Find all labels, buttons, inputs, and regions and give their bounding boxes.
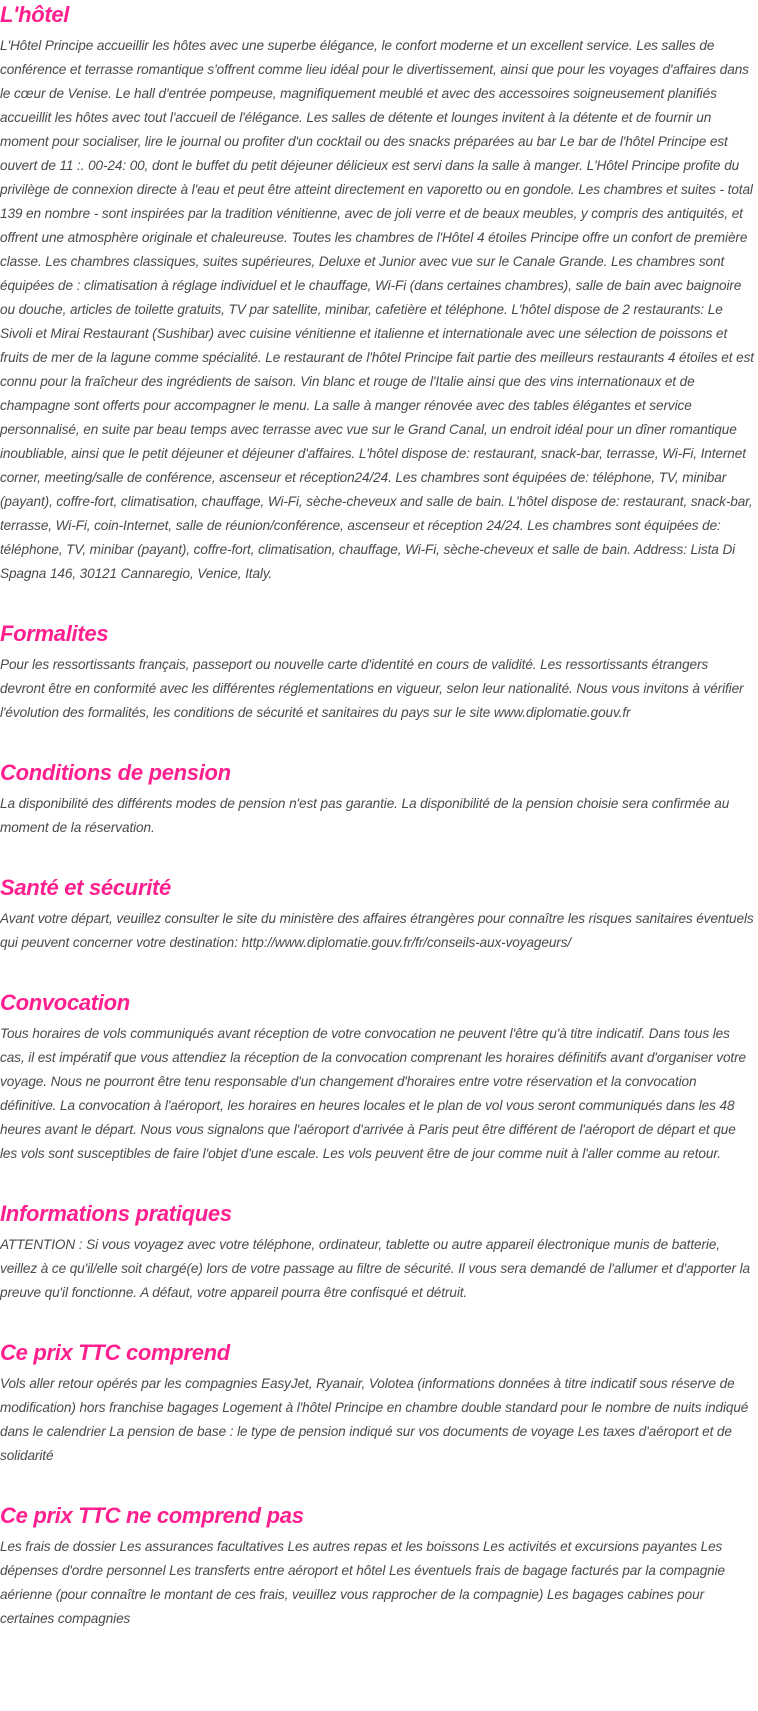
section-title-prix-comprend: Ce prix TTC comprend bbox=[0, 1340, 230, 1365]
section-prix-comprend bbox=[0, 1339, 758, 1468]
section-informations-pratiques bbox=[0, 1200, 758, 1305]
section-title-hotel: L'hôtel bbox=[0, 2, 70, 27]
section-body-convocation: Tous horaires de vols communiqués avant réception de votre convocation ne peuvent l'être qu'à titre indicatif. Dans tous les cas, il est impératif que vous attendiez la réception de la convocation comprenant les horaires définitifs avant d'organiser votre voyage. Nous ne pourront être tenu responsable d'un changement d'horaires entre votre réservation et la convocation définitive. La convocation à l'aéroport, les horaires en heures locales et le plan de vol vous seront communiqués dans les 48 heures avant le départ. Nous vous signalons que l'aéroport d'arrivée à Paris peut être différent de l'aéroport de départ et que les vols sont susceptibles de faire l'objet d'une escale. Les vols peuvent être de jour comme nuit à l'aller comme au retour. bbox=[0, 1026, 746, 1161]
section-title-sante-securite: Santé et sécurité bbox=[0, 875, 171, 900]
section-body-hotel: L'Hôtel Principe accueillir les hôtes avec une superbe élégance, le confort moderne et un excellent service. Les salles de conférence et terrasse romantique s'offrent comme lieu idéal pour le divertissement, ainsi que pour les voyages d'affaires dans le cœur de Venise. Le hall d'entrée pompeuse, magnifiquement meublé et avec des accessoires soigneusement planifiés accueillit les hôtes avec tout l'accueil de l'élégance. Les salles de détente et lounges invitent à la détente et de fournir un moment pour socialiser, lire le journal ou profiter d'un cocktail ou des snacks préparées au bar Le bar de l'hôtel Principe est ouvert de 11 :. 00-24: 00, dont le buffet du petit déjeuner délicieux est servi dans la salle à manger. L'Hôtel Principe profite du privilège de connexion directe à l'eau et peut être atteint directement en vaporetto ou en gondole. Les chambres et suites - total 139 en nombre - sont inspirées par la tradition vénitienne, avec de joli verre et de beaux meubles, y compris des antiquités, et offrent une atmosphère originale et chaleureuse. Toutes les chambres de l'Hôtel 4 étoiles Principe offre un confort de première classe. Les chambres classiques, suites supérieures, Deluxe et Junior avec vue sur le Canale Grande. Les chambres sont équipées de : climatisation à réglage individuel et le chauffage, Wi-Fi (dans certaines chambres), salle de bain avec baignoire ou douche, articles de toilette gratuits, TV par satellite, minibar, cafetière et téléphone. L'hôtel dispose de 2 restaurants: Le Sivoli et Mirai Restaurant (Sushibar) avec cuisine vénitienne et italienne et internationale avec une sélection de poissons et fruits de mer de la lagune comme spécialité. Le restaurant de l'hôtel Principe fait partie des meilleurs restaurants 4 étoiles et est connu pour la fraîcheur des ingrédients de saison. Vin blanc et rouge de l'Italie ainsi que des vins internationaux et de champagne sont offerts pour accompagner le menu. La salle à manger rénovée avec des tables élégantes et service personnalisé, en suite par beau temps avec terrasse avec vue sur le Grand Canal, un endroit idéal pour un dîner romantique inoubliable, ainsi que le petit déjeuner et déjeuner d'affaires. L'hôtel dispose de: restaurant, snack-bar, terrasse, Wi-Fi, Internet corner, meeting/salle de conférence, ascenseur et réception24/24. Les chambres sont équipées de: téléphone, TV, minibar (payant), coffre-fort, climatisation, chauffage, Wi-Fi, sèche-cheveux and salle de bain. L'hôtel dispose de: restaurant, snack-bar, terrasse, Wi-Fi, coin-Internet, salle de réunion/conférence, ascenseur et réception 24/24. Les chambres sont équipées de: téléphone, TV, minibar (payant), coffre-fort, climatisation, chauffage, Wi-Fi, sèche-cheveux et salle de bain. Address: Lista Di Spagna 146, 30121 Cannaregio, Venice, Italy. bbox=[0, 38, 754, 581]
section-body-prix-comprend: Vols aller retour opérés par les compagnies EasyJet, Ryanair, Volotea (informations données à titre indicatif sous réserve de modification) hors franchise bagages Logement à l'hôtel Principe en chambre double standard pour le nombre de nuits indiqué dans le calendrier La pension de base : le type de pension indiqué sur vos documents de voyage Les taxes d'aéroport et de solidarité bbox=[0, 1376, 749, 1463]
section-title-convocation: Convocation bbox=[0, 990, 130, 1015]
section-body-conditions-pension: La disponibilité des différents modes de pension n'est pas garantie. La disponibilité de la pension choisie sera confirmée au moment de la réservation. bbox=[0, 796, 730, 835]
section-conditions-pension bbox=[0, 759, 758, 840]
section-body-informations-pratiques: ATTENTION : Si vous voyagez avec votre téléphone, ordinateur, tablette ou autre appareil électronique munis de batterie, veillez à ce qu'il/elle soit chargé(e) lors de votre passage au filtre de sécurité. Il vous sera demandé de l'allumer et d'apporter la preuve qu'il fonctionne. A défaut, votre appareil pourra être confisqué et détruit. bbox=[0, 1237, 750, 1300]
section-title-formalites: Formalites bbox=[0, 621, 109, 646]
section-body-formalites: Pour les ressortissants français, passeport ou nouvelle carte d'identité en cours de validité. Les ressortissants étrangers devront être en conformité avec les différentes réglementations en vigueur, selon leur nationalité. Nous vous invitons à vérifier l'évolution des formalités, les conditions de sécurité et sanitaires du pays sur le site www.diplomatie.gouv.fr bbox=[0, 657, 744, 720]
section-convocation bbox=[0, 989, 758, 1166]
section-title-prix-ne-comprend-pas: Ce prix TTC ne comprend pas bbox=[0, 1503, 304, 1528]
section-formalites bbox=[0, 620, 758, 725]
section-body-sante-securite: Avant votre départ, veuillez consulter le site du ministère des affaires étrangères pour connaître les risques sanitaires éventuels qui peuvent concerner votre destination: http://www.diplomatie.gouv.fr/fr/conseils-aux-voyageurs/ bbox=[0, 911, 754, 950]
section-hotel bbox=[0, 0, 758, 586]
section-title-informations-pratiques: Informations pratiques bbox=[0, 1201, 232, 1226]
section-body-prix-ne-comprend-pas: Les frais de dossier Les assurances facultatives Les autres repas et les boissons Les activités et excursions payantes Les dépenses d'ordre personnel Les transferts entre aéroport et hôtel Les éventuels frais de bagage facturés par la compagnie aérienne (pour connaître le montant de ces frais, veuillez vous rapprocher de la compagnie) Les bagages cabines pour certaines compagnies bbox=[0, 1539, 726, 1626]
section-sante-securite bbox=[0, 874, 758, 955]
section-prix-ne-comprend-pas bbox=[0, 1502, 758, 1631]
section-title-conditions-pension: Conditions de pension bbox=[0, 760, 231, 785]
